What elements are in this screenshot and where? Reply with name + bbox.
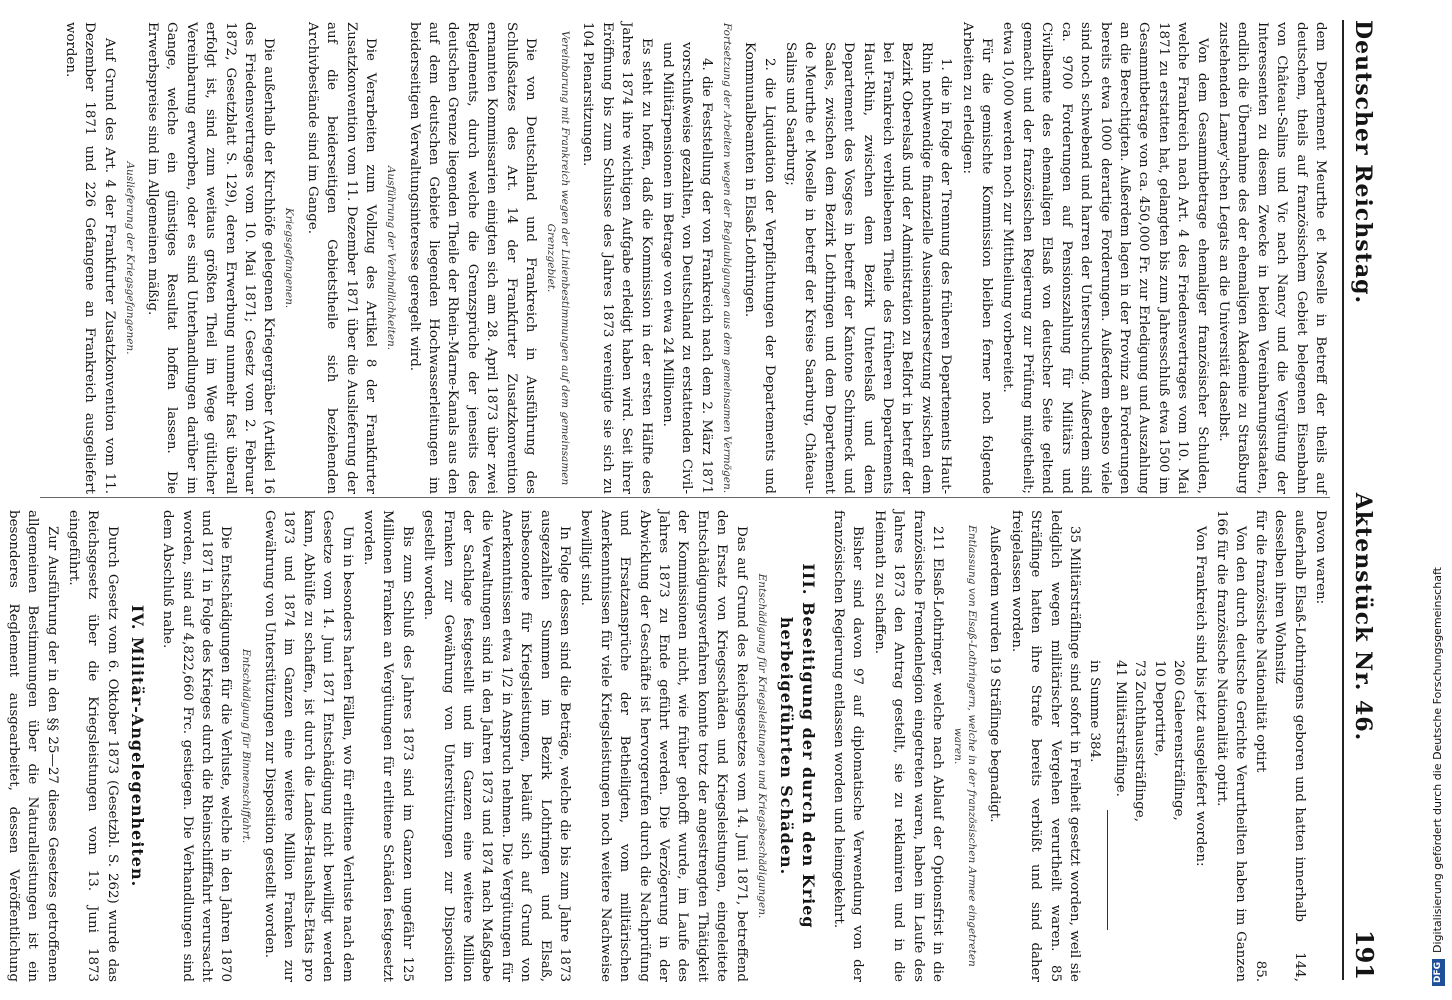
marginal-heading: Vereinbarung mit Frankreich wegen der Linienbestimmungen auf dem gemeinsamen Grenzgebiet. <box>544 30 571 486</box>
paragraph: Außerdem wurden 19 Sträflinge begnadigt. <box>987 526 1003 823</box>
paragraph: Davon waren: <box>1313 510 1328 605</box>
marginal-heading: Fortsetzung der Arbeiten wegen der Beglaubigungen aus dem gemeinsamen Vermögen. <box>720 22 733 494</box>
paragraph: In Folge dessen sind die Beträge, welche die bis zum Jahre 1873 ausgezahlten Summen im Bezirk Lothringen und Elsaß, insbesondere für Kriegsleistungen, beläuft sich auf Grund von Anerkenntnissen etwa 1/2 in Anspruch nehmen. Die Vergütungen für die Verwaltungen sind in den Jahren 1873 und 1874 nach Maßgabe der Sachlage festgestellt und im Ganzen eine weitere Million Franken zur Gewährung von Unterstützungen zur Disposition gestellt worden. <box>421 510 572 982</box>
section-heading: III. Beseitigung der durch den Krieg herbeigeführten Schäden. <box>776 563 818 929</box>
paragraph: Bis zum Schluß des Jahres 1873 sind im Ganzen ungefähr 125 Millionen Franken an Vergütungen für erlittene Schäden festgesetzt worden. <box>360 510 415 982</box>
column-divider <box>40 497 1330 498</box>
sum-rule <box>1107 810 1108 930</box>
list-item: 41 Militärsträflinge. <box>1112 660 1128 797</box>
section-heading: IV. Militär-Angelegenheiten. <box>127 604 147 888</box>
scanned-page <box>5 0 1400 1000</box>
marginal-heading: Entschädigung für Binnenschiffahrt. <box>240 648 253 844</box>
tally-row <box>1270 510 1309 982</box>
paragraph: 211 Elsaß-Lothringer, welche nach Ablauf der Optionsfrist in die französische Fremdenlegion eingetreten waren, haben im Laufe des Jahres 1873 den Antrag gestellt, sie zu reklamiren und in die Heimath zu schaffen. <box>871 510 946 982</box>
delivery-list <box>1111 510 1189 982</box>
paragraph: Auf Grund des Art. 4 der Frankfurter Zusatzkonvention vom 11. Dezember 1871 und 226 Gefangene an Frankreich ausgeliefert worden. <box>62 22 117 494</box>
paragraph: Die Entschädigungen für die Verluste, welche in den Jahren 1870 und 1871 in Folge des Krieges durch die Rheinschifffahrt verursacht worden, sind auf 4,822,660 Frc. gestiegen. Die Verhandlungen sind dem Abschluß nahe. <box>160 510 234 982</box>
document-number: Aktenstück Nr. 46. <box>1350 492 1376 742</box>
list-item: 260 Galeerensträflinge, <box>1171 660 1187 821</box>
paragraph: Durch Gesetz vom 6. Oktober 1873 (Gesetzbl. S. 262) wurde das Reichsgesetz über die Kriegsleistungen vom 13. Juni 1873 eingeführt. <box>66 510 120 982</box>
marginal-heading: Entschädigung für Kriegsleistungen und Kriegsbeschädigungen. <box>755 573 768 919</box>
dfg-logo: DFG <box>1432 959 1445 986</box>
sum-line: in Summe 384. <box>1086 660 1102 763</box>
left-column <box>58 22 1330 494</box>
paragraph: Um in besonders harten Fällen, wo für erlittene Verluste nach dem Gesetze vom 14. Juni 1871 Entschädigung nicht bewilligt werden kann, Abhülfe zu schaffen, ist durch die Landes-Haushalts-Etats pro 1873 und 1874 im Ganzen eine weitere Million Franken zur Gewährung von Unterstützungen zur Disposition gestellt worden. <box>261 510 355 982</box>
tally-value: 85. <box>1252 960 1268 982</box>
list-item: 2. die Liquidation der Verpflichtungen der Departements und Kommunalbeamten in Elsaß-Lothringen. <box>742 42 777 494</box>
page-number: 191 <box>1350 929 1379 980</box>
page-header <box>1350 20 1384 980</box>
marginal-heading: Ausführung der Verbindlichkeiten. <box>385 165 398 351</box>
attribution-label: Digitalisierung gefördert durch die Deutsche Forschungsgemeinschaft <box>1431 567 1444 953</box>
attribution-strip <box>1404 0 1444 1000</box>
attribution-text <box>1424 0 1452 1000</box>
tally-label: außerhalb Elsaß-Lothringens geboren und hatten innerhalb desselben ihren Wohnsitz <box>1272 510 1307 922</box>
marginal-heading: Auslieferung der Kriegsgefangenen. <box>123 161 136 355</box>
list-item: 73 Zuchthaussträflinge, <box>1132 660 1148 823</box>
paragraph: Die Verarbeiten zum Vollzug des Artikel 8 der Frankfurter Zusatzkonvention vom 11. Dezember 1871 über die Auslieferung der auf die beiderseitigen Gebietstheile sich beziehenden Archivbestände sind im Gange. <box>304 22 379 494</box>
marginal-heading: Kriegsgefangenen. <box>283 207 296 309</box>
tally-value: 144, <box>1291 952 1307 982</box>
paragraph: Bisher sind davon 97 auf diplomatische Verwendung von der französischen Regierung entlassen worden und heimgekehrt. <box>831 510 866 982</box>
paragraph: Die außerhalb der Kirchhöfe gelegenen Kriegergräber (Artikel 16 des Friedensvertrages vom 10. Mai 1871; Gesetz vom 2. Februar 1872, Gesetzblatt S. 129), deren Erwerbung nunmehr fast überall erfolgt ist, sind zum weitaus größten Theil im Wege gütlicher Vereinbarung erworben, oder es sind Unterhandlungen darüber im Gange, welche ein günstiges Resultat hoffen lassen. Die Erwerbspreise sind im Allgemeinen mäßig. <box>145 22 277 494</box>
paragraph: 35 Militärsträflinge sind sofort in Freiheit gesetzt worden, weil sie lediglich wegen militärischer Vergehen verurtheilt waren. 85 Sträflinge hatten ihre Strafe bereits verbüßt und sind daher freigelassen worden. <box>1008 510 1083 982</box>
tally-label: für die französische Nationalität optirt <box>1252 510 1268 773</box>
paragraph: dem Departement Meurthe et Moselle in Betreff der theils auf deutschem, theils auf französischem Gebiet belegenen Eisenbahn von Château-Salins und Vic nach Nancy und die Vergütung der Interessenten zu diesem Zwecke in beiden Vereinbarungsstaaten, endlich die Übernahme des der ehemaligen Akademie zu Straßburg zustehenden Lamey'schen Legats an die Universität daselbst. <box>1215 22 1328 494</box>
list-item: 10 Deportirte, <box>1151 660 1167 757</box>
marginal-heading: Entlassung von Elsaß-Lothringern, welche in der französischen Armee eingetreten waren. <box>952 525 979 967</box>
paragraph: Von Frankreich sind bis jetzt ausgeliefert worden: <box>1192 526 1208 867</box>
paragraph: Das auf Grund des Reichsgesetzes vom 14. Juni 1871, betreffend den Ersatz von Kriegsschäden und Kriegsleistungen, eingeleitete Entschädigungsverfahren konnte trotz der angestrengten Thätigkeit der Kommissionen nicht, wie früher gehofft wurde, im Laufe des Jahres 1873 zu Ende geführt werden. Die Verzögerung in der Abwicklung der Geschäfte ist hervorgerufen durch die Nachprüfung und Ersatzansprüche der Betheiligten, vom militärischen Anerkenntnissen für viele Kriegsleistungen noch weitere Nachweise bewilligt sind. <box>578 510 749 982</box>
paragraph: Von den durch deutsche Gerichte Verurtheilten haben im Ganzen 166 für die französische Nationalität optirt. <box>1213 510 1249 982</box>
list-item: 1. die in Folge der Trennung des früheren Departements Haut-Rhin nothwendige finanzielle Auseinandersetzung zwischen dem Bezirk Oberelsaß und der Administration zu Belfort in betreff der bei Frankreich verbliebenen Theile des früheren Departements Haut-Rhin, zwischen dem Bezirk Unterelsaß und dem Departement des Vosges in betreff der Kantone Schirmeck und Saales, zwischen dem Bezirk Lothringen und dem Departement de Meurthe et Moselle in betreff der Kreise Saarburg, Château-Salins und Saarburg; <box>783 42 954 494</box>
paragraph: Für die gemischte Kommission bleiben ferner noch folgende Arbeiten zu erledigen: <box>959 22 995 494</box>
paragraph: Es steht zu hoffen, daß die Kommission in der ersten Hälfte des Jahres 1874 ihre wichtigen Aufgabe erledigt haben wird. Seit ihrer Eröffnung bis zum Schlusse des Jahres 1873 vereinigte sie sich zu 104 Plenarsitzungen. <box>580 22 654 494</box>
tally-row <box>1250 510 1269 982</box>
publication-title: Deutscher Reichstag. <box>1350 20 1376 305</box>
paragraph: Von dem Gesammtbetrage ehemaliger französischer Schulden, welche Frankreich nach Art. 4 des Friedensvertrages vom 10. Mai 1871 zu erstatten hat, gelangten bis zum Jahresschluß etwa 1500 im Gesammtbetrage von ca. 450,000 Fr. zur Erledigung und Auszahlung an die Berechtigten. Außerdem lagen in der Provinz an Forderungen bereits etwa 1000 derartige Forderungen. Außerdem ebenso viele sind noch schwebend und harren der Untersuchung. Außerdem sind ca. 9700 Forderungen auf Pensionszahlung für Militärs und Civilbeamte des ehemaligen Elsaß von deutscher Seite geltend gemacht und der französischen Regierung zur Prüfung mitgetheilt; etwa 10,000 werden noch zur Mittheilung vorbereitet. <box>1000 22 1210 494</box>
right-column <box>0 510 1330 982</box>
paragraph: Die von Deutschland und Frankreich in Ausführung des Schlußsatzes des Art. 14 der Frankfurter Zusatzkonvention ernannten Kommissarien einigten sich am 28. April 1873 über zwei Reglements, durch welche die Grenzsprüche der jenseits des deutschen Grenze liegenden Theile der Rhein-Marne-Kanals aus den auf dem deutschen Gebiete liegenden Hochwasserleitungen im beiderseitigen Verwaltungsinteresse geregelt wird. <box>406 22 538 494</box>
paragraph: Zur Ausführung der in den §§ 25—27 dieses Gesetzes getroffenen allgemeinen Bestimmungen über die Naturalleistungen ist ein besonderes Reglement ausgearbeitet, dessen Veröffentlichung <box>5 510 60 982</box>
list-item: 4. die Feststellung der von Frankreich nach dem 2. März 1871 vorschußweise gezahlten, von Deutschland zu erstattenden Civil- und Militärpensionen im Betrage von etwa 24 Millionen. <box>660 42 714 494</box>
header-rule <box>1342 20 1344 980</box>
